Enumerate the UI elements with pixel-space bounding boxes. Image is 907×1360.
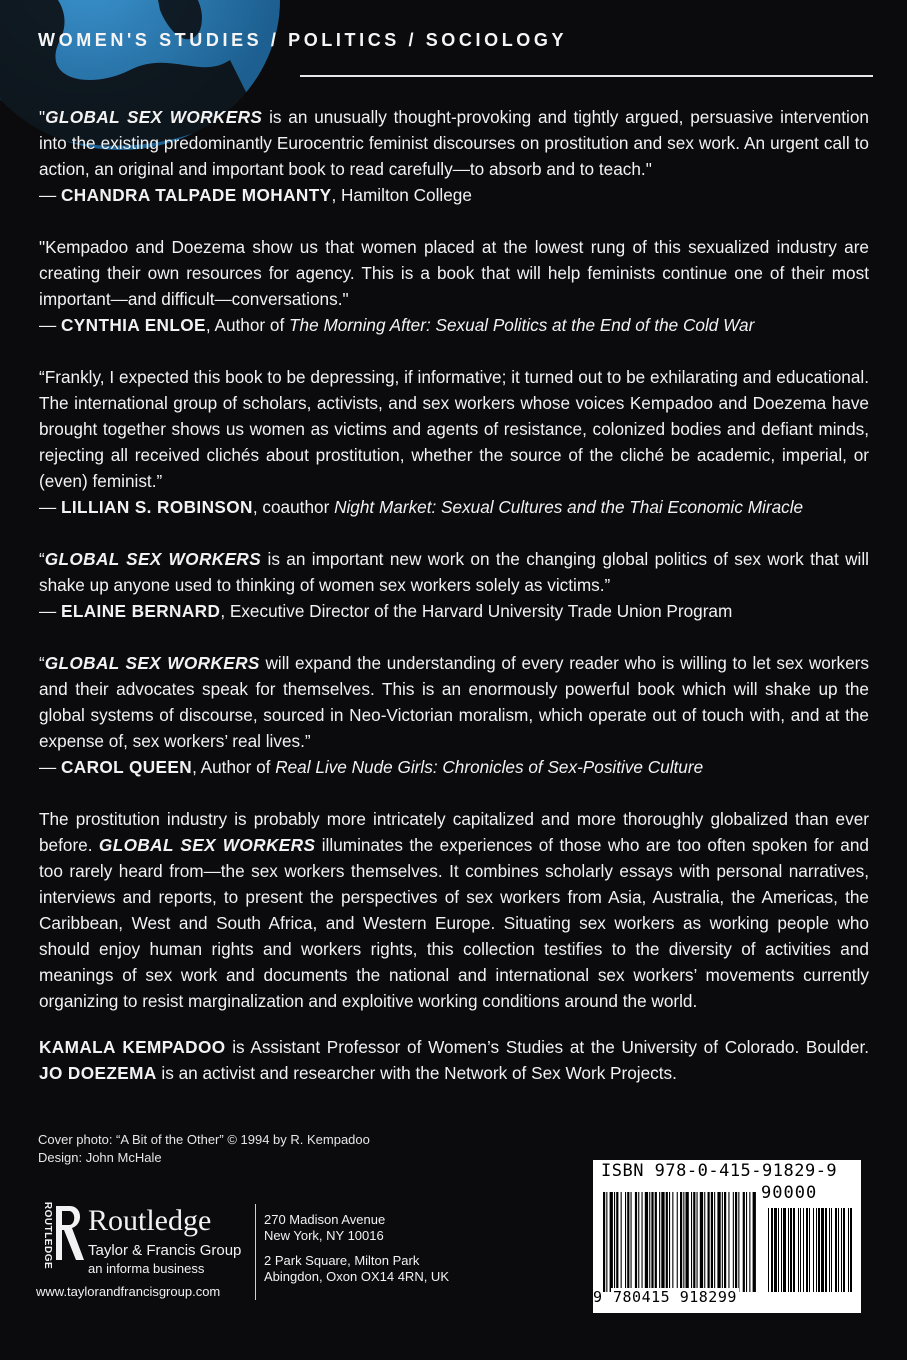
blurb-text: will expand the understanding of every reader who is willing to let sex workers and their advocates speak for themselves. This is an enormously powerful book which will shake up the global systems of discourse, sourced in Neo-Victorian moralism, which operate out of touch with, and at the expense of, sex workers’ real lives.” (39, 653, 869, 751)
reviewer-name: ELAINE BERNARD (60, 601, 221, 621)
reviewer-affiliation: , Hamilton College (331, 185, 472, 205)
publisher-block (36, 1200, 456, 1310)
author-bio: is an activist and researcher with the Network of Sex Work Projects. (156, 1063, 677, 1083)
address-line: 2 Park Square, Milton Park (264, 1253, 420, 1268)
blurb-book-title: GLOBAL SEX WORKERS (44, 549, 262, 569)
address-line: New York, NY 10016 (264, 1228, 384, 1243)
reviewer-work: Night Market: Sexual Cultures and the Thai Economic Miracle (334, 497, 804, 517)
blurb-attribution (39, 754, 869, 780)
blurb-text: is an important new work on the changing global politics of sex work that will shake up anyone used to thinking of women sex workers solely as victims.” (39, 549, 869, 595)
description-text: illuminates the experiences of those who are too often spoken for and too rarely heard from—the sex workers themselves. It combines scholarly essays with personal narratives, interviews and reports, to present the perspectives of sex workers from Asia, Australia, the Americas, the Caribbean, West and South Africa, and Western Europe. Situating sex workers as working people who should enjoy human rights and workers rights, this collection testifies to the diversity of activities and meanings of sex work and documents the national and international sex workers’ movements currently organizing to resist marginalization and exploitive working conditions around the world. (39, 835, 869, 1011)
publisher-vertical-text: ROUTLEDGE (42, 1201, 54, 1270)
attribution-dash: — (39, 497, 61, 517)
isbn-label: ISBN 978-0-415-91829-9 (601, 1161, 838, 1181)
blurb-text: is an unusually thought-provoking and tightly argued, persuasive intervention into the existing predominantly Eurocentric feminist discourses on prostitution and sex work. An urgent call to action, an original and important book to read carefully—to absorb and to teach." (39, 107, 869, 179)
subject-categories: WOMEN'S STUDIES / POLITICS / SOCIOLOGY (38, 30, 568, 50)
design-credit: Design: John McHale (38, 1150, 162, 1165)
blurb-attribution (39, 182, 869, 208)
author-name: KAMALA KEMPADOO (39, 1037, 226, 1057)
reviewer-work: The Morning After: Sexual Politics at the End of the Cold War (289, 315, 755, 335)
blurb (39, 234, 869, 338)
publisher-name: Routledge (88, 1204, 212, 1237)
blurb (39, 364, 869, 520)
reviewer-affiliation: , Executive Director of the Harvard University Trade Union Program (220, 601, 733, 621)
reviewer-name: CAROL QUEEN (60, 757, 193, 777)
blurb-open-quote: " (39, 107, 46, 127)
routledge-logo-icon (52, 1202, 86, 1264)
description-book-title: GLOBAL SEX WORKERS (98, 835, 316, 855)
reviewer-work: Real Live Nude Girls: Chronicles of Sex-Positive Culture (275, 757, 704, 777)
description-text: The prostitution industry is probably more intricately capitalized and more thoroughly globalized than ever before. (39, 809, 869, 855)
author-name: JO DOEZEMA (39, 1063, 157, 1083)
blurb-attribution (39, 312, 869, 338)
isbn-barcode (593, 1160, 861, 1313)
publisher-divider (255, 1204, 256, 1300)
blurb (39, 650, 869, 780)
barcode-bars (603, 1184, 855, 1299)
publisher-group: Taylor & Francis Group (88, 1242, 242, 1259)
price-code: 90000 (761, 1183, 818, 1203)
author-bio: is Assistant Professor of Women’s Studies at the University of Colorado. Boulder. (225, 1037, 869, 1057)
attribution-dash: — (39, 185, 61, 205)
reviewer-affiliation: , coauthor (252, 497, 335, 517)
blurb (39, 546, 869, 624)
blurb (39, 104, 869, 208)
blurb-attribution (39, 494, 869, 520)
publisher-url: www.taylorandfrancisgroup.com (36, 1284, 221, 1299)
blurb-book-title: GLOBAL SEX WORKERS (44, 653, 260, 673)
reviewer-name: LILLIAN S. ROBINSON (60, 497, 253, 517)
blurb-text: "Kempadoo and Doezema show us that women placed at the lowest rung of this sexualized industry are creating their own resources for agency. This is a book that will help feminists continue one of their most important—and difficult—conversations." (39, 237, 869, 309)
address-line: Abingdon, Oxon OX14 4RN, UK (264, 1269, 449, 1284)
attribution-dash: — (39, 601, 61, 621)
reviewer-name: CHANDRA TALPADE MOHANTY (60, 185, 332, 205)
publisher-addresses (264, 1212, 449, 1285)
book-description (39, 806, 869, 1014)
reviewer-affiliation: , Author of (192, 757, 276, 777)
cover-credits (38, 1131, 370, 1167)
address-line: 270 Madison Avenue (264, 1212, 386, 1227)
publisher-tagline: an informa business (88, 1261, 205, 1276)
blurb-book-title: GLOBAL SEX WORKERS (45, 107, 263, 127)
blurb-open-quote: “ (39, 653, 45, 673)
barcode-digits: 780415 918299 (613, 1288, 737, 1306)
attribution-dash: — (39, 757, 61, 777)
blurb-attribution (39, 598, 869, 624)
blurb-text: “Frankly, I expected this book to be depressing, if informative; it turned out to be exhilarating and educational. The international group of scholars, activists, and sex workers whose voices Kempadoo and Doezema have brought together shows us women as victims and agents of resistance, colonized bodies and defiant minds, rejecting all received clichés about prostitution, whether the source of the cliché be academic, imperial, or (even) feminist.” (39, 367, 869, 491)
header-rule (300, 75, 873, 77)
main-text (39, 104, 869, 1086)
blurb-open-quote: “ (39, 549, 45, 569)
reviewer-affiliation: , Author of (205, 315, 290, 335)
attribution-dash: — (39, 315, 61, 335)
reviewer-name: CYNTHIA ENLOE (60, 315, 206, 335)
author-bios (39, 1034, 869, 1086)
photo-credit: Cover photo: “A Bit of the Other” © 1994 by R. Kempadoo (38, 1132, 370, 1147)
publisher-vertical-label (36, 1200, 52, 1280)
barcode-first-digit: 9 (593, 1288, 603, 1306)
